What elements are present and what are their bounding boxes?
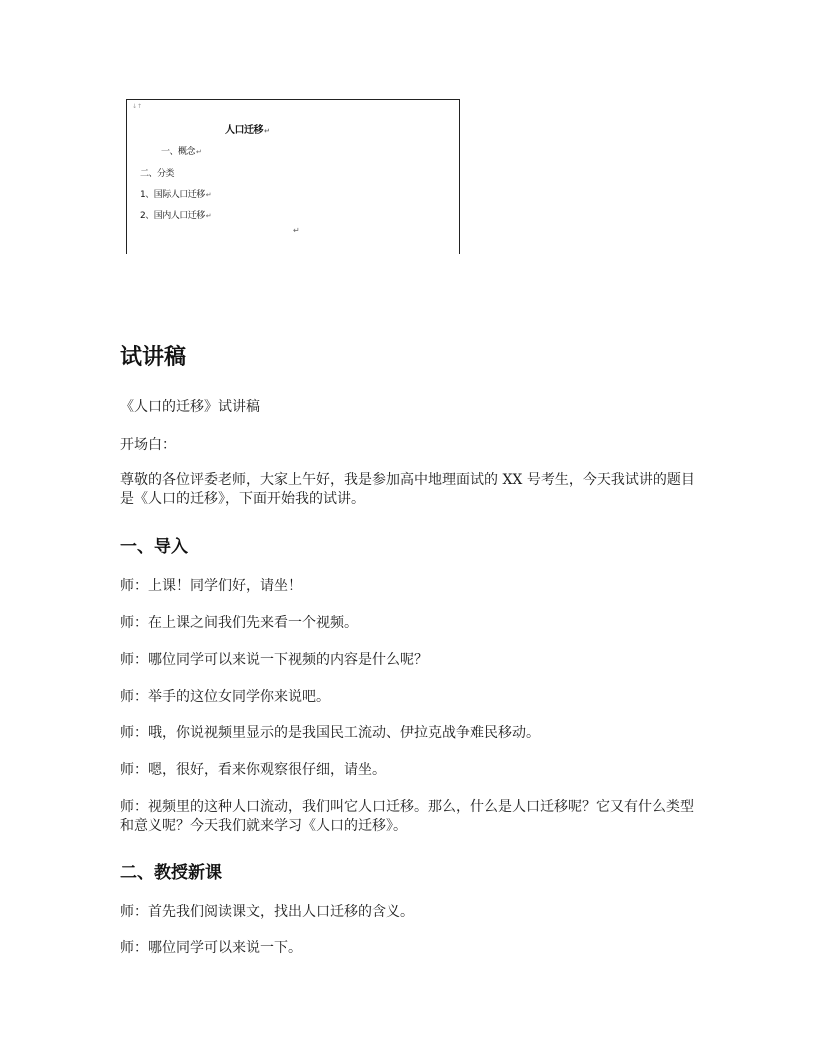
- intro-line: 师：哦，你说视频里显示的是我国民工流动、伊拉克战争难民移动。: [120, 725, 540, 741]
- paragraph-mark: ↵: [293, 226, 300, 235]
- figure-item-classification: 二、分类: [140, 169, 175, 179]
- intro-line: 师：嗯，很好，看来你观察很仔细，请坐。: [120, 762, 386, 778]
- intro-line: 师：上课！同学们好，请坐！: [120, 578, 302, 594]
- intro-line: 师：哪位同学可以来说一下视频的内容是什么呢？: [120, 652, 428, 668]
- figure-item-concept: 一、概念↵: [161, 147, 202, 157]
- lesson-line: 师：首先我们阅读课文，找出人口迁移的含义。: [120, 904, 414, 920]
- opening-label: 开场白：: [120, 437, 176, 453]
- figure-item-domestic: 2、国内人口迁移↵: [140, 211, 212, 221]
- board-writing-figure: [126, 99, 460, 254]
- document-subtitle: 《人口的迁移》试讲稿: [120, 399, 260, 415]
- figure-title: 人口迁移↵: [225, 125, 270, 136]
- lesson-line: 师：哪位同学可以来说一下。: [120, 940, 302, 956]
- intro-line: 师：举手的这位女同学你来说吧。: [120, 689, 330, 705]
- opening-paragraph: 尊敬的各位评委老师，大家上午好，我是参加高中地理面试的 XX 号考生，今天我试讲的题目是《人口的迁移》，下面开始我的试讲。: [120, 472, 695, 507]
- document-title: 试讲稿: [120, 345, 187, 370]
- intro-line: 师：在上课之间我们先来看一个视频。: [120, 615, 358, 631]
- section-heading-new-lesson: 二、教授新课: [120, 863, 222, 883]
- section-heading-intro: 一、导入: [120, 537, 188, 557]
- figure-item-international: 1、国际人口迁移↵: [140, 190, 212, 200]
- intro-line: 师：视频里的这种人口流动，我们叫它人口迁移。那么，什么是人口迁移呢？它又有什么类型和意义呢？今天我们就来学习《人口的迁移》。: [120, 799, 694, 834]
- corner-mark: ↓↑: [132, 103, 143, 110]
